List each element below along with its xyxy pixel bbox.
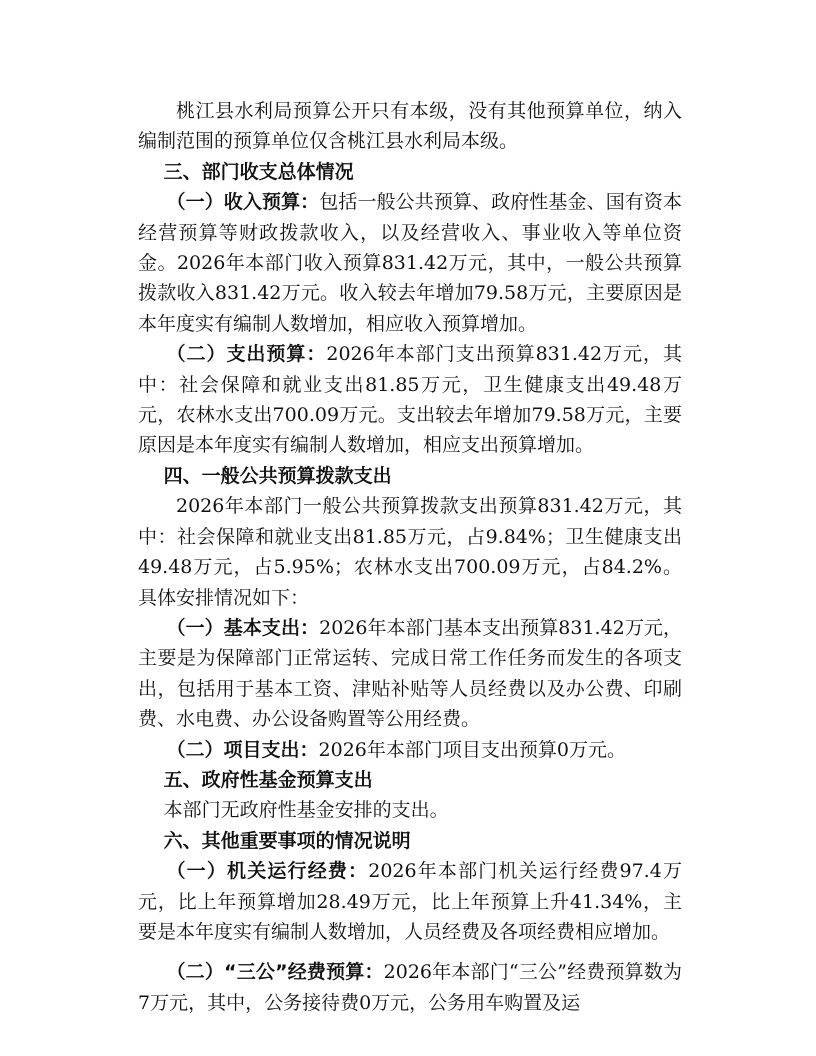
paragraph-project-expense	[138, 735, 682, 765]
paragraph-general-budget-expense: 2026年本部门一般公共预算拨款支出预算831.42万元，其中：社会保障和就业支出81.85万元，占9.84%；卫生健康支出49.48万元，占5.95%；农林水支出700.09万元，占84.2%。具体安排情况如下：	[138, 495, 682, 609]
text-operating-expense: 2026年本部门机关运行经费97.4万元，比上年预算增加28.49万元，比上年预算上升41.34%，主要是本年度实有编制人数增加，人员经费及各项经费相应增加。	[138, 860, 682, 943]
paragraph-basic-expense	[138, 613, 682, 735]
paragraph-operating-expense	[138, 856, 682, 947]
paragraph-budget-scope: 桃江县水利局预算公开只有本级，没有其他预算单位，纳入编制范围的预算单位仅含桃江县水利局本级。	[138, 100, 682, 153]
text-expense-budget: 2026年本部门支出预算831.42万元，其中：社会保障和就业支出81.85万元，卫生健康支出49.48万元，农林水支出700.09万元。支出较去年增加79.58万元，主要原因是本年度实有编制人数增加，相应支出预算增加。	[138, 343, 682, 457]
label-income-budget: （一）收入预算：	[166, 191, 320, 214]
heading-section-5: 五、政府性基金预算支出	[163, 768, 373, 791]
heading-section-3: 三、部门收支总体情况	[163, 160, 354, 183]
paragraph-expense-budget	[138, 339, 682, 461]
label-operating-expense: （一）机关运行经费：	[166, 860, 369, 883]
label-basic-expense: （一）基本支出：	[166, 616, 320, 639]
paragraph-fund-expense: 本部门无政府性基金安排的支出。	[163, 799, 449, 822]
heading-section-4: 四、一般公共预算拨款支出	[163, 464, 392, 487]
text-income-budget: 包括一般公共预算、政府性基金、国有资本经营预算等财政拨款收入，以及经营收入、事业收入等单位资金。2026年本部门收入预算831.42万元，其中，一般公共预算拨款收入831.42万元。收入较去年增加79.58万元，主要原因是本年度实有编制人数增加，相应收入预算增加。	[138, 191, 682, 335]
text-three-public-expense: 2026年本部门“三公”经费预算数为7万元，其中，公务接待费0万元，公务用车购置及运	[138, 961, 683, 1014]
paragraph-three-public-expense	[138, 957, 682, 1018]
paragraph-income-budget	[138, 187, 682, 339]
text-project-expense: 2026年本部门项目支出预算0万元。	[318, 738, 626, 761]
label-three-public-expense: （二）“三公”经费预算：	[166, 961, 384, 984]
heading-section-6: 六、其他重要事项的情况说明	[163, 829, 411, 852]
document-body	[138, 96, 682, 1018]
label-expense-budget: （二）支出预算：	[166, 343, 327, 366]
text-basic-expense: 2026年本部门基本支出预算831.42万元，主要是为保障部门正常运转、完成日常工作任务而发生的各项支出，包括用于基本工资、津贴补贴等人员经费以及办公费、印刷费、水电费、办公设备购置等公用经费。	[138, 616, 682, 731]
label-project-expense: （二）项目支出：	[166, 738, 319, 761]
